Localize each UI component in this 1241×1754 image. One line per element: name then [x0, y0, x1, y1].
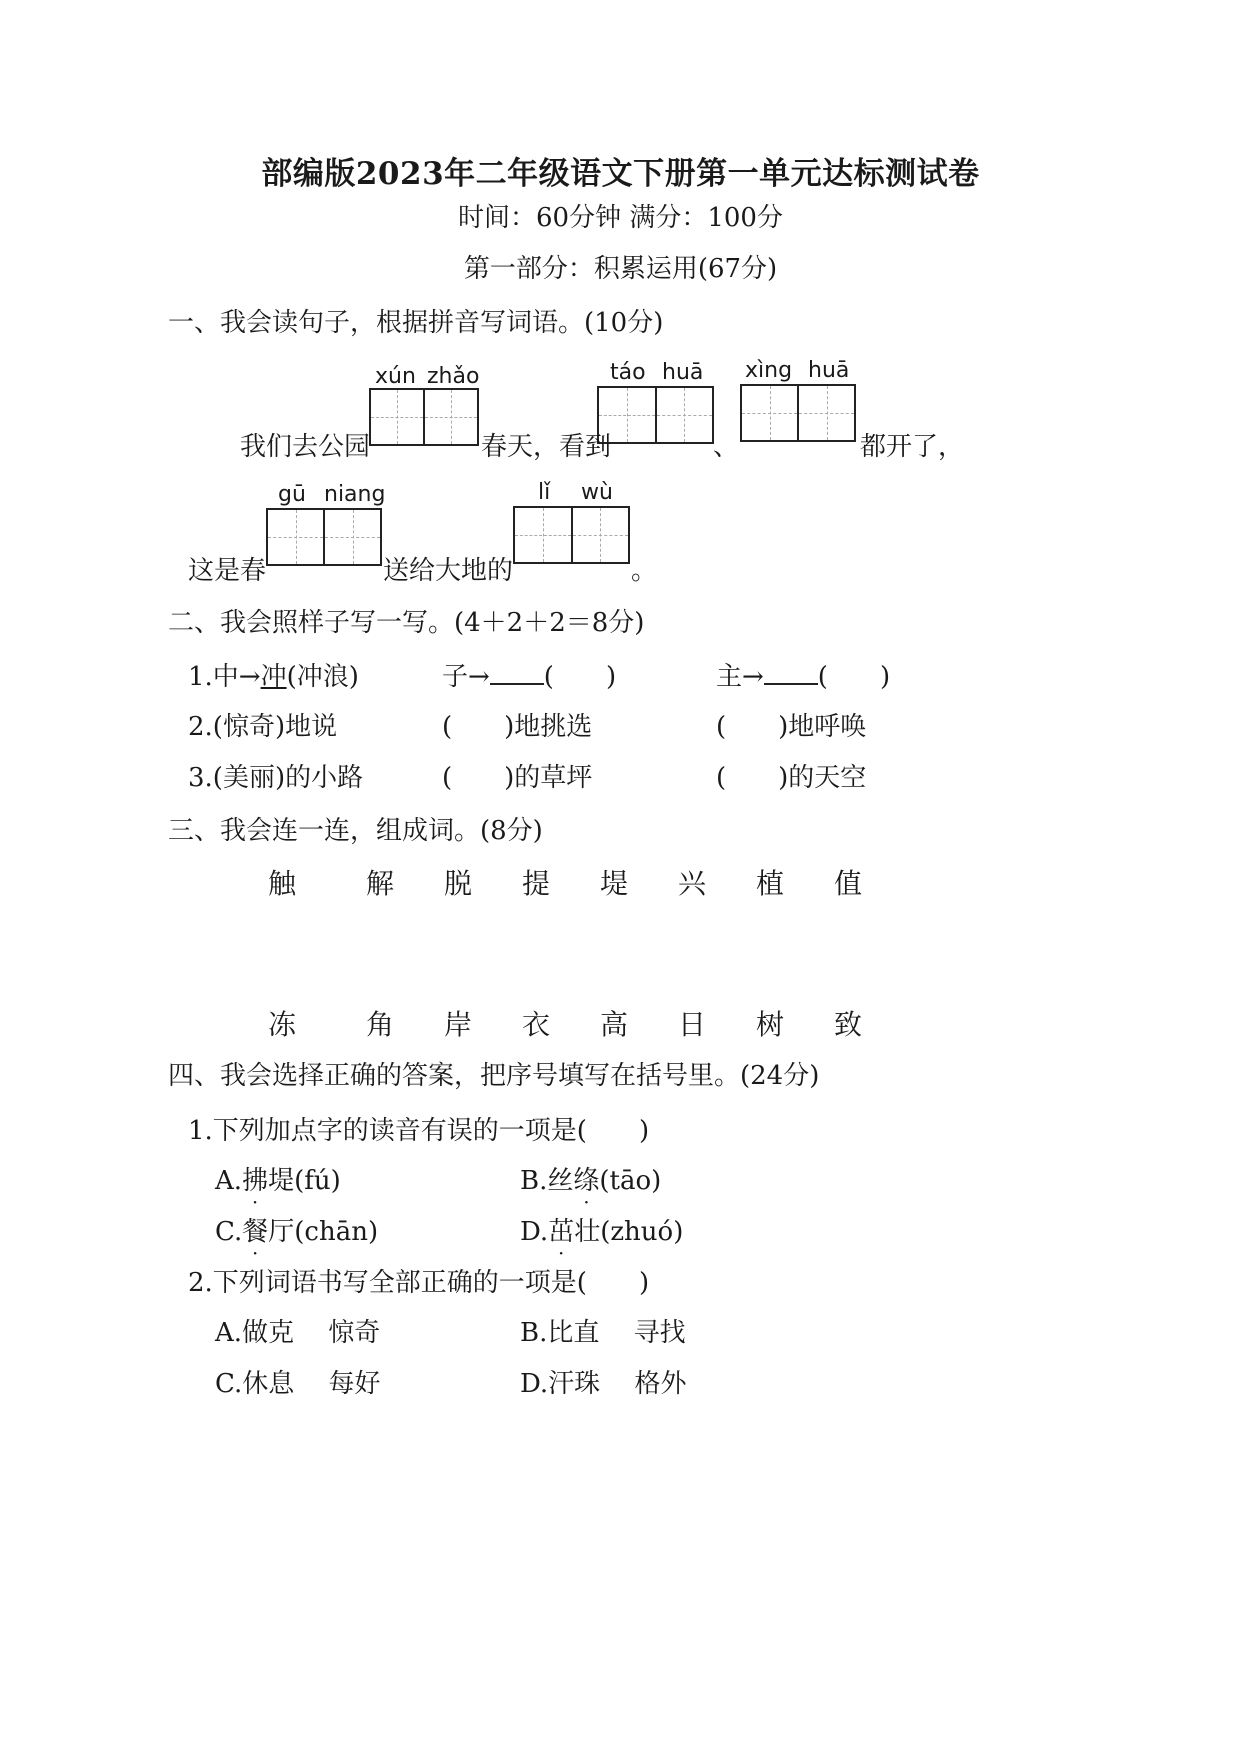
- match-bottom-4[interactable]: 衣: [522, 1008, 551, 1041]
- match-bottom-2[interactable]: 角: [366, 1008, 395, 1041]
- q2-item-2c[interactable]: ( )地呼唤: [716, 712, 867, 742]
- q2-heading: 二、我会照样子写一写。(4＋2＋2＝8分): [168, 608, 645, 638]
- q4-sub1-question: 1.下列加点字的读音有误的一项是( ): [188, 1116, 650, 1146]
- q2-item-2b[interactable]: ( )地挑选: [442, 712, 593, 742]
- match-top-5[interactable]: 堤: [600, 867, 629, 900]
- q1-text-3: 、: [713, 432, 740, 462]
- answer-grid-4[interactable]: [266, 508, 382, 566]
- answer-grid-1[interactable]: [369, 388, 479, 446]
- q1-text-2: 春天，看到: [481, 432, 612, 462]
- match-bottom-8[interactable]: 致: [834, 1008, 863, 1041]
- pinyin-3a: xìng: [745, 358, 793, 383]
- pinyin-4a: gū: [278, 482, 306, 507]
- pinyin-3b: huā: [808, 358, 850, 383]
- match-bottom-3[interactable]: 岸: [444, 1008, 473, 1041]
- match-top-1[interactable]: 触: [268, 867, 297, 900]
- q4-sub2-question: 2.下列词语书写全部正确的一项是( ): [188, 1268, 650, 1298]
- q4-sub2-option-d[interactable]: D.汗珠 格外: [520, 1369, 687, 1399]
- q4-sub1-option-d[interactable]: D.茁壮(zhuó): [520, 1217, 684, 1247]
- q1-text-4: 都开了，: [860, 432, 965, 462]
- match-top-6[interactable]: 兴: [678, 867, 707, 900]
- match-top-3[interactable]: 脱: [444, 867, 473, 900]
- match-top-8[interactable]: 值: [834, 867, 863, 900]
- match-top-2[interactable]: 解: [366, 867, 395, 900]
- q4-heading: 四、我会选择正确的答案，把序号填写在括号里。(24分): [168, 1061, 820, 1091]
- q1-text-6: 送给大地的: [383, 556, 514, 586]
- q4-sub1-option-a[interactable]: A.拂堤(fú): [215, 1166, 341, 1196]
- q1-text-1: 我们去公园: [240, 432, 371, 462]
- match-bottom-1[interactable]: 冻: [268, 1008, 297, 1041]
- part-heading: 第一部分：积累运用(67分): [463, 254, 778, 284]
- match-bottom-5[interactable]: 高: [600, 1008, 629, 1041]
- q1-heading: 一、我会读句子，根据拼音写词语。(10分): [168, 308, 664, 338]
- answer-grid-2[interactable]: [597, 386, 714, 444]
- q1-text-5: 这是春: [188, 556, 267, 586]
- q4-sub2-option-c[interactable]: C.休息 每好: [215, 1369, 381, 1399]
- q2-item-3c[interactable]: ( )的天空: [716, 763, 867, 793]
- q2-example-3: 3.(美丽)的小路: [188, 763, 364, 793]
- q4-sub2-option-b[interactable]: B.比直 寻找: [520, 1318, 686, 1348]
- q3-heading: 三、我会连一连，组成词。(8分): [168, 816, 543, 846]
- match-bottom-7[interactable]: 树: [756, 1008, 785, 1041]
- pinyin-5b: wù: [581, 480, 613, 505]
- pinyin-1a: xún: [375, 364, 416, 389]
- match-top-7[interactable]: 植: [756, 867, 785, 900]
- answer-grid-5[interactable]: [513, 506, 630, 564]
- q4-sub2-option-a[interactable]: A.做克 惊奇: [215, 1318, 381, 1348]
- q2-item-3b[interactable]: ( )的草坪: [442, 763, 593, 793]
- answer-grid-3[interactable]: [740, 384, 856, 442]
- q1-text-7: 。: [631, 556, 658, 586]
- pinyin-4b: niang: [324, 482, 386, 507]
- match-top-4[interactable]: 提: [522, 867, 551, 900]
- q2-item-1c[interactable]: 主→ ( ): [716, 656, 890, 693]
- match-bottom-6[interactable]: 日: [678, 1008, 707, 1041]
- q2-example-2: 2.(惊奇)地说: [188, 712, 338, 742]
- exam-meta: 时间：60分钟 满分：100分: [458, 203, 783, 233]
- q4-sub1-option-c[interactable]: C.餐厅(chān): [215, 1217, 379, 1247]
- pinyin-2b: huā: [662, 360, 704, 385]
- pinyin-1b: zhǎo: [427, 364, 480, 389]
- q2-example-1: 1.中→冲(冲浪): [188, 662, 359, 692]
- q4-sub1-option-b[interactable]: B.丝绦(tāo): [520, 1166, 662, 1196]
- q2-item-1b[interactable]: 子→ ( ): [442, 656, 616, 693]
- pinyin-5a: lǐ: [538, 480, 551, 505]
- page-title: 部编版2023年二年级语文下册第一单元达标测试卷: [261, 156, 980, 192]
- pinyin-2a: táo: [610, 360, 646, 385]
